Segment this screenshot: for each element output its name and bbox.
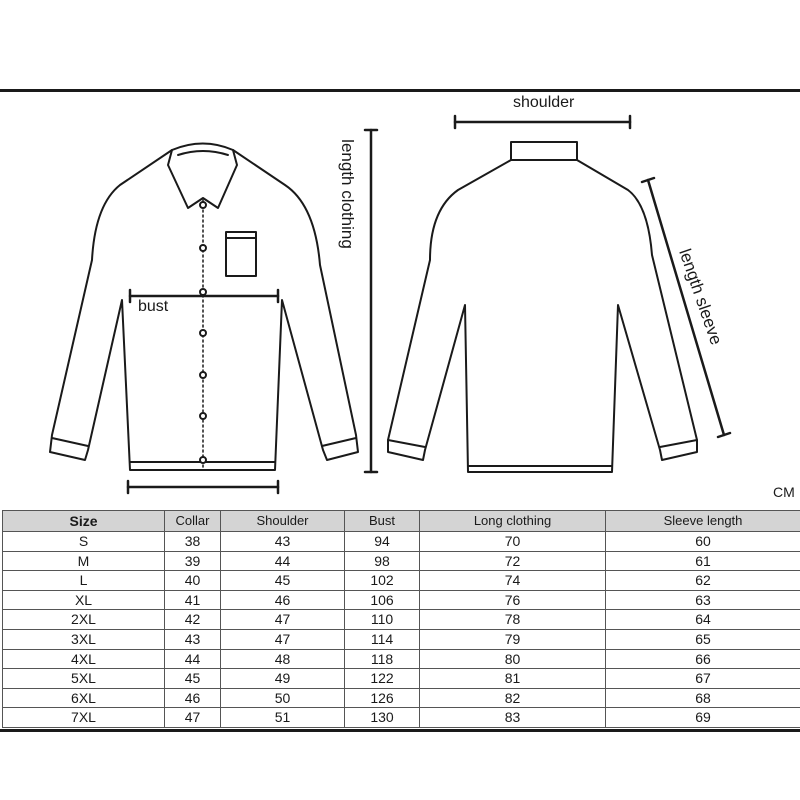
cell-shoulder: 46 bbox=[221, 590, 345, 610]
cell-sleeve-length: 64 bbox=[606, 610, 800, 630]
length-clothing-label: length clothing bbox=[337, 139, 357, 249]
cell-collar: 39 bbox=[165, 551, 221, 571]
header-size: Size bbox=[3, 511, 165, 532]
cell-long-clothing: 83 bbox=[420, 708, 606, 728]
cell-long-clothing: 80 bbox=[420, 649, 606, 669]
bottom-divider bbox=[0, 729, 800, 732]
cell-size: 2XL bbox=[3, 610, 165, 630]
table-row bbox=[3, 532, 800, 552]
cell-collar: 38 bbox=[165, 532, 221, 552]
cell-shoulder: 45 bbox=[221, 571, 345, 591]
table-row bbox=[3, 590, 800, 610]
cell-size: XL bbox=[3, 590, 165, 610]
cell-long-clothing: 81 bbox=[420, 669, 606, 689]
cell-collar: 45 bbox=[165, 669, 221, 689]
cell-long-clothing: 70 bbox=[420, 532, 606, 552]
cell-sleeve-length: 65 bbox=[606, 629, 800, 649]
cell-sleeve-length: 63 bbox=[606, 590, 800, 610]
cell-bust: 122 bbox=[345, 669, 420, 689]
cell-bust: 94 bbox=[345, 532, 420, 552]
cell-size: 7XL bbox=[3, 708, 165, 728]
shoulder-label: shoulder bbox=[513, 94, 575, 111]
cell-sleeve-length: 60 bbox=[606, 532, 800, 552]
table-row bbox=[3, 688, 800, 708]
cell-collar: 44 bbox=[165, 649, 221, 669]
cell-collar: 46 bbox=[165, 688, 221, 708]
cell-shoulder: 51 bbox=[221, 708, 345, 728]
table-row bbox=[3, 551, 800, 571]
cell-long-clothing: 82 bbox=[420, 688, 606, 708]
cell-shoulder: 43 bbox=[221, 532, 345, 552]
shirt-measurement-diagram bbox=[0, 92, 800, 502]
cell-bust: 114 bbox=[345, 629, 420, 649]
cell-collar: 42 bbox=[165, 610, 221, 630]
cell-shoulder: 44 bbox=[221, 551, 345, 571]
header-collar: Collar bbox=[165, 511, 221, 532]
cell-long-clothing: 78 bbox=[420, 610, 606, 630]
cell-shoulder: 47 bbox=[221, 610, 345, 630]
size-chart-table bbox=[2, 510, 800, 728]
cell-bust: 118 bbox=[345, 649, 420, 669]
cell-size: M bbox=[3, 551, 165, 571]
cell-collar: 47 bbox=[165, 708, 221, 728]
length-clothing-measure-line bbox=[365, 130, 377, 472]
header-long-clothing: Long clothing bbox=[420, 511, 606, 532]
cell-sleeve-length: 61 bbox=[606, 551, 800, 571]
cell-long-clothing: 79 bbox=[420, 629, 606, 649]
cell-size: 3XL bbox=[3, 629, 165, 649]
cell-sleeve-length: 69 bbox=[606, 708, 800, 728]
shoulder-measure-line bbox=[455, 116, 630, 128]
cell-bust: 102 bbox=[345, 571, 420, 591]
table-header-row bbox=[3, 511, 800, 532]
header-sleeve-length: Sleeve length bbox=[606, 511, 800, 532]
cell-collar: 41 bbox=[165, 590, 221, 610]
cell-size: S bbox=[3, 532, 165, 552]
table-row bbox=[3, 708, 800, 728]
cell-bust: 98 bbox=[345, 551, 420, 571]
hem-measure-line bbox=[128, 481, 278, 493]
cell-bust: 126 bbox=[345, 688, 420, 708]
header-shoulder: Shoulder bbox=[221, 511, 345, 532]
table-row bbox=[3, 610, 800, 630]
cell-bust: 106 bbox=[345, 590, 420, 610]
front-shirt-outline bbox=[50, 144, 358, 471]
table-row bbox=[3, 649, 800, 669]
cell-bust: 110 bbox=[345, 610, 420, 630]
cell-sleeve-length: 66 bbox=[606, 649, 800, 669]
cell-long-clothing: 72 bbox=[420, 551, 606, 571]
length-sleeve-label: length sleeve bbox=[675, 246, 726, 348]
cell-collar: 40 bbox=[165, 571, 221, 591]
cell-shoulder: 50 bbox=[221, 688, 345, 708]
cell-size: L bbox=[3, 571, 165, 591]
cell-long-clothing: 76 bbox=[420, 590, 606, 610]
cell-size: 5XL bbox=[3, 669, 165, 689]
table-row bbox=[3, 629, 800, 649]
cell-sleeve-length: 68 bbox=[606, 688, 800, 708]
table-row bbox=[3, 571, 800, 591]
cell-shoulder: 48 bbox=[221, 649, 345, 669]
cell-bust: 130 bbox=[345, 708, 420, 728]
bust-label: bust bbox=[138, 298, 169, 315]
cell-size: 4XL bbox=[3, 649, 165, 669]
cell-size: 6XL bbox=[3, 688, 165, 708]
cell-shoulder: 47 bbox=[221, 629, 345, 649]
cell-shoulder: 49 bbox=[221, 669, 345, 689]
table-row bbox=[3, 669, 800, 689]
cell-collar: 43 bbox=[165, 629, 221, 649]
unit-label: CM bbox=[773, 484, 795, 500]
cell-sleeve-length: 62 bbox=[606, 571, 800, 591]
cell-long-clothing: 74 bbox=[420, 571, 606, 591]
header-bust: Bust bbox=[345, 511, 420, 532]
cell-sleeve-length: 67 bbox=[606, 669, 800, 689]
